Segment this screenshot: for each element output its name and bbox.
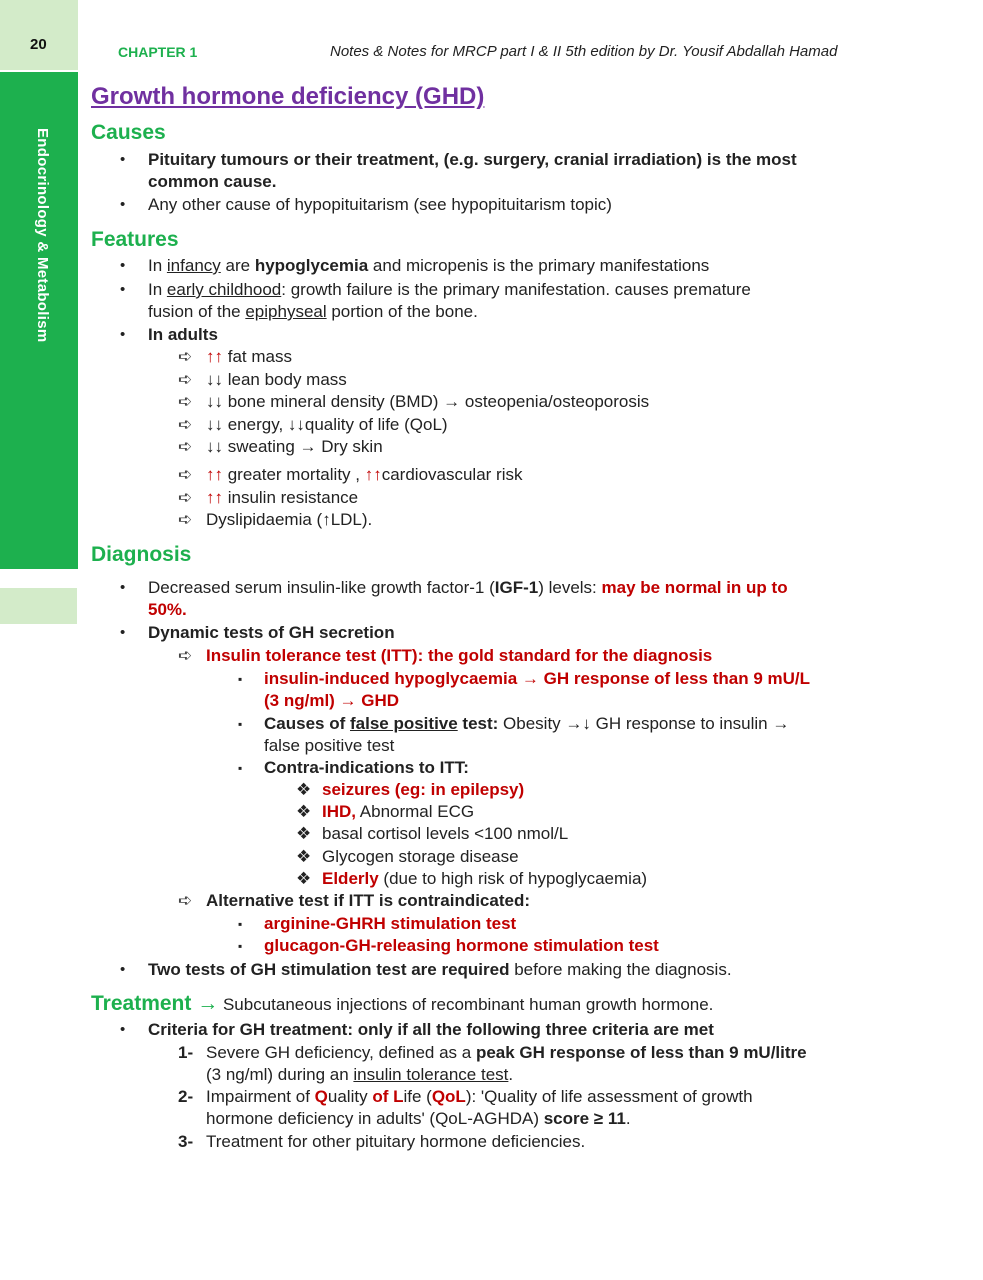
features-item-1: In infancy are hypoglycemia and micropenis is the primary manifestations bbox=[148, 256, 710, 275]
adult-feature-8: Dyslipidaemia (↑LDL). bbox=[206, 510, 373, 529]
adult-feature-5: ↓↓ sweating → Dry skin bbox=[206, 437, 383, 456]
bullet: • bbox=[120, 961, 126, 978]
bullet: • bbox=[120, 257, 126, 274]
itt-line: Insulin tolerance test (ITT): the gold standard for the diagnosis bbox=[206, 646, 713, 665]
treatment-criteria: Criteria for GH treatment: only if all the following three criteria are met bbox=[148, 1020, 714, 1039]
bullet: • bbox=[120, 624, 126, 641]
bullet: • bbox=[120, 579, 126, 596]
features-item-2-cont: fusion of the epiphyseal portion of the bone. bbox=[148, 302, 478, 321]
square-bullet: ▪ bbox=[238, 939, 243, 953]
page-number: 20 bbox=[30, 36, 47, 53]
features-item-2: In early childhood: growth failure is the primary manifestation. causes premature bbox=[148, 280, 751, 299]
diamond-bullet-icon: ❖ bbox=[296, 780, 312, 799]
page-title: Growth hormone deficiency (GHD) bbox=[91, 83, 485, 110]
bullet: • bbox=[120, 151, 126, 168]
chapter-label: CHAPTER 1 bbox=[118, 44, 198, 60]
adult-feature-7: ↑↑ insulin resistance bbox=[206, 488, 359, 507]
criterion-3: Treatment for other pituitary hormone deficiencies. bbox=[206, 1132, 586, 1151]
arrow-bullet-icon: ➪ bbox=[178, 510, 193, 529]
adult-feature-2: ↓↓ lean body mass bbox=[206, 370, 347, 389]
features-heading: Features bbox=[91, 228, 179, 251]
causes-item-1: Pituitary tumours or their treatment, (e.g. surgery, cranial irradiation) is the most bbox=[148, 150, 797, 169]
bullet: • bbox=[120, 281, 126, 298]
itt-item-3: Contra-indications to ITT: bbox=[264, 758, 469, 777]
criterion-1: Severe GH deficiency, defined as a peak GH response of less than 9 mU/litre bbox=[206, 1043, 807, 1062]
alternative-test: Alternative test if ITT is contraindicated: bbox=[206, 891, 531, 910]
criterion-number-3: 3- bbox=[178, 1132, 194, 1151]
adult-feature-6: ↑↑ greater mortality , ↑↑cardiovascular risk bbox=[206, 465, 523, 484]
diagnosis-item-3: Two tests of GH stimulation test are required before making the diagnosis. bbox=[148, 960, 732, 979]
diagnosis-heading: Diagnosis bbox=[91, 543, 192, 566]
bullet: • bbox=[120, 196, 126, 213]
arrow-bullet-icon: ➪ bbox=[178, 465, 193, 484]
adult-feature-3: ↓↓ bone mineral density (BMD) → osteopenia/osteoporosis bbox=[206, 392, 650, 411]
contraindication-4: Glycogen storage disease bbox=[322, 847, 519, 866]
causes-item-1-cont: common cause. bbox=[148, 172, 277, 191]
criterion-2-cont: hormone deficiency in adults' (QoL-AGHDA) score ≥ 11. bbox=[206, 1109, 631, 1128]
alternative-test-1: arginine-GHRH stimulation test bbox=[264, 914, 517, 933]
causes-item-2: Any other cause of hypopituitarism (see hypopituitarism topic) bbox=[148, 195, 612, 214]
square-bullet: ▪ bbox=[238, 717, 243, 731]
diagnosis-item-1-cont: 50%. bbox=[148, 600, 187, 619]
arrow-bullet-icon: ➪ bbox=[178, 437, 193, 456]
itt-item-1: insulin-induced hypoglycaemia → GH response of less than 9 mU/L bbox=[264, 669, 811, 688]
arrow-bullet-icon: ➪ bbox=[178, 488, 193, 507]
square-bullet: ▪ bbox=[238, 672, 243, 686]
contraindication-5: Elderly (due to high risk of hypoglycaemia) bbox=[322, 869, 648, 888]
causes-heading: Causes bbox=[91, 121, 166, 144]
treatment-arrow: → bbox=[191, 992, 219, 1015]
arrow-bullet-icon: ➪ bbox=[178, 646, 193, 665]
treatment-heading: Treatment bbox=[91, 992, 192, 1015]
contraindication-3: basal cortisol levels <100 nmol/L bbox=[322, 824, 569, 843]
arrow-bullet-icon: ➪ bbox=[178, 392, 193, 411]
criterion-2: Impairment of Quality of Life (QoL): 'Quality of life assessment of growth bbox=[206, 1087, 753, 1106]
diamond-bullet-icon: ❖ bbox=[296, 824, 312, 843]
diamond-bullet-icon: ❖ bbox=[296, 847, 312, 866]
criterion-number-1: 1- bbox=[178, 1043, 194, 1062]
page-header bbox=[118, 42, 908, 62]
page-number-box bbox=[0, 0, 78, 70]
arrow-bullet-icon: ➪ bbox=[178, 891, 193, 910]
bullet: • bbox=[120, 1021, 126, 1038]
criterion-1-cont: (3 ng/ml) during an insulin tolerance test. bbox=[206, 1065, 514, 1084]
itt-item-2: Causes of false positive test: Obesity →↓ GH response to insulin → bbox=[264, 714, 790, 733]
adult-feature-4: ↓↓ energy, ↓↓quality of life (QoL) bbox=[206, 415, 448, 434]
contraindication-2: IHD, Abnormal ECG bbox=[322, 802, 475, 821]
features-adults: In adults bbox=[148, 325, 218, 344]
contraindication-1: seizures (eg: in epilepsy) bbox=[322, 780, 525, 799]
square-bullet: ▪ bbox=[238, 761, 243, 775]
diamond-bullet-icon: ❖ bbox=[296, 869, 312, 888]
side-tab-label: Endocrinology & Metabolism bbox=[34, 128, 51, 343]
criterion-number-2: 2- bbox=[178, 1087, 194, 1106]
alternative-test-2: glucagon-GH-releasing hormone stimulation test bbox=[264, 936, 659, 955]
itt-item-2-cont: false positive test bbox=[264, 736, 395, 755]
arrow-bullet-icon: ➪ bbox=[178, 415, 193, 434]
bullet: • bbox=[120, 326, 126, 343]
diamond-bullet-icon: ❖ bbox=[296, 802, 312, 821]
adult-feature-1: ↑↑ fat mass bbox=[206, 347, 292, 366]
arrow-bullet-icon: ➪ bbox=[178, 370, 193, 389]
treatment-heading-line: Treatment → Subcutaneous injections of recombinant human growth hormone. bbox=[91, 992, 714, 1015]
side-tab-spacer bbox=[0, 588, 77, 624]
square-bullet: ▪ bbox=[238, 917, 243, 931]
itt-item-1-cont: (3 ng/ml) → GHD bbox=[264, 691, 400, 710]
diagnosis-item-2: Dynamic tests of GH secretion bbox=[148, 623, 395, 642]
diagnosis-item-1: Decreased serum insulin-like growth factor-1 (IGF-1) levels: may be normal in up to bbox=[148, 578, 788, 597]
arrow-bullet-icon: ➪ bbox=[178, 347, 193, 366]
header-title: Notes & Notes for MRCP part I & II 5th edition by Dr. Yousif Abdallah Hamad bbox=[330, 43, 838, 60]
